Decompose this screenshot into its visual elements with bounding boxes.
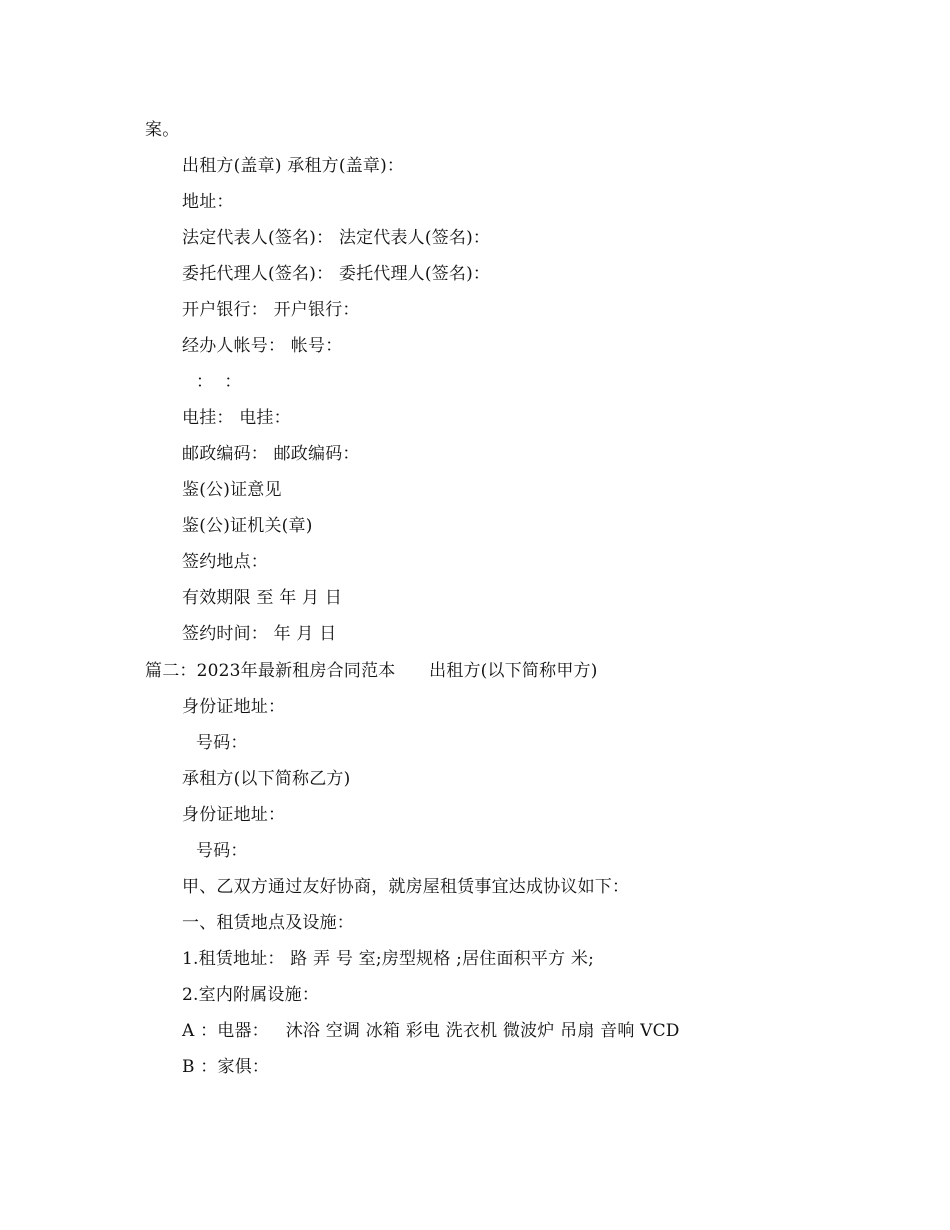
clause-item-furniture: B ：家俱： [182, 1057, 270, 1077]
text-line-address: 地址： [182, 192, 234, 212]
text-line-bank: 开户银行： 开户银行： [182, 300, 360, 320]
text-line-validity-period: 有效期限 至 年 月 日 [182, 588, 343, 608]
text-line-lessor-id-number: 号码： [196, 733, 248, 753]
text-line-continuation: 案。 [145, 120, 180, 140]
clause-item-appliances: A ：电器： 沐浴 空调 冰箱 彩电 洗衣机 微波炉 吊扇 音响 VCD [182, 1021, 680, 1041]
text-line-legal-representative: 法定代表人(签名)： 法定代表人(签名)： [182, 228, 491, 248]
clause-heading-location-facilities: 一、租赁地点及设施： [182, 913, 354, 933]
text-line-lessee-id-number: 号码： [196, 841, 248, 861]
text-line-lessee-id-address: 身份证地址： [182, 805, 286, 825]
text-line-lessor-id-address: 身份证地址： [182, 697, 286, 717]
text-line-signing-time: 签约时间： 年 月 日 [182, 624, 337, 644]
text-line-postal-code: 邮政编码： 邮政编码： [182, 444, 360, 464]
text-line-account: 经办人帐号： 帐号： [182, 336, 343, 356]
clause-item-rental-address: 1.租赁地址： 路 弄 号 室;房型规格 ;居住面积平方 米; [182, 949, 595, 969]
text-line-notary-office: 鉴(公)证机关(章) [182, 516, 313, 536]
text-line-blank-colons: ： ： [196, 372, 242, 392]
text-line-signing-place: 签约地点： [182, 552, 268, 572]
clause-item-indoor-facilities: 2.室内附属设施： [182, 985, 320, 1005]
text-line-agreement-intro: 甲、乙双方通过友好协商，就房屋租赁事宜达成协议如下： [182, 877, 630, 897]
text-line-notary-opinion: 鉴(公)证意见 [182, 480, 282, 500]
text-line-authorized-agent: 委托代理人(签名)： 委托代理人(签名)： [182, 264, 491, 284]
text-line-telegraph: 电挂： 电挂： [182, 408, 291, 428]
section-heading-part-two: 篇二：2023年最新租房合同范本 出租方(以下简称甲方) [145, 661, 598, 681]
text-line-lessee-party: 承租方(以下简称乙方) [182, 769, 351, 789]
text-line-lessor-lessee-seal: 出租方(盖章) 承租方(盖章)： [182, 156, 405, 176]
